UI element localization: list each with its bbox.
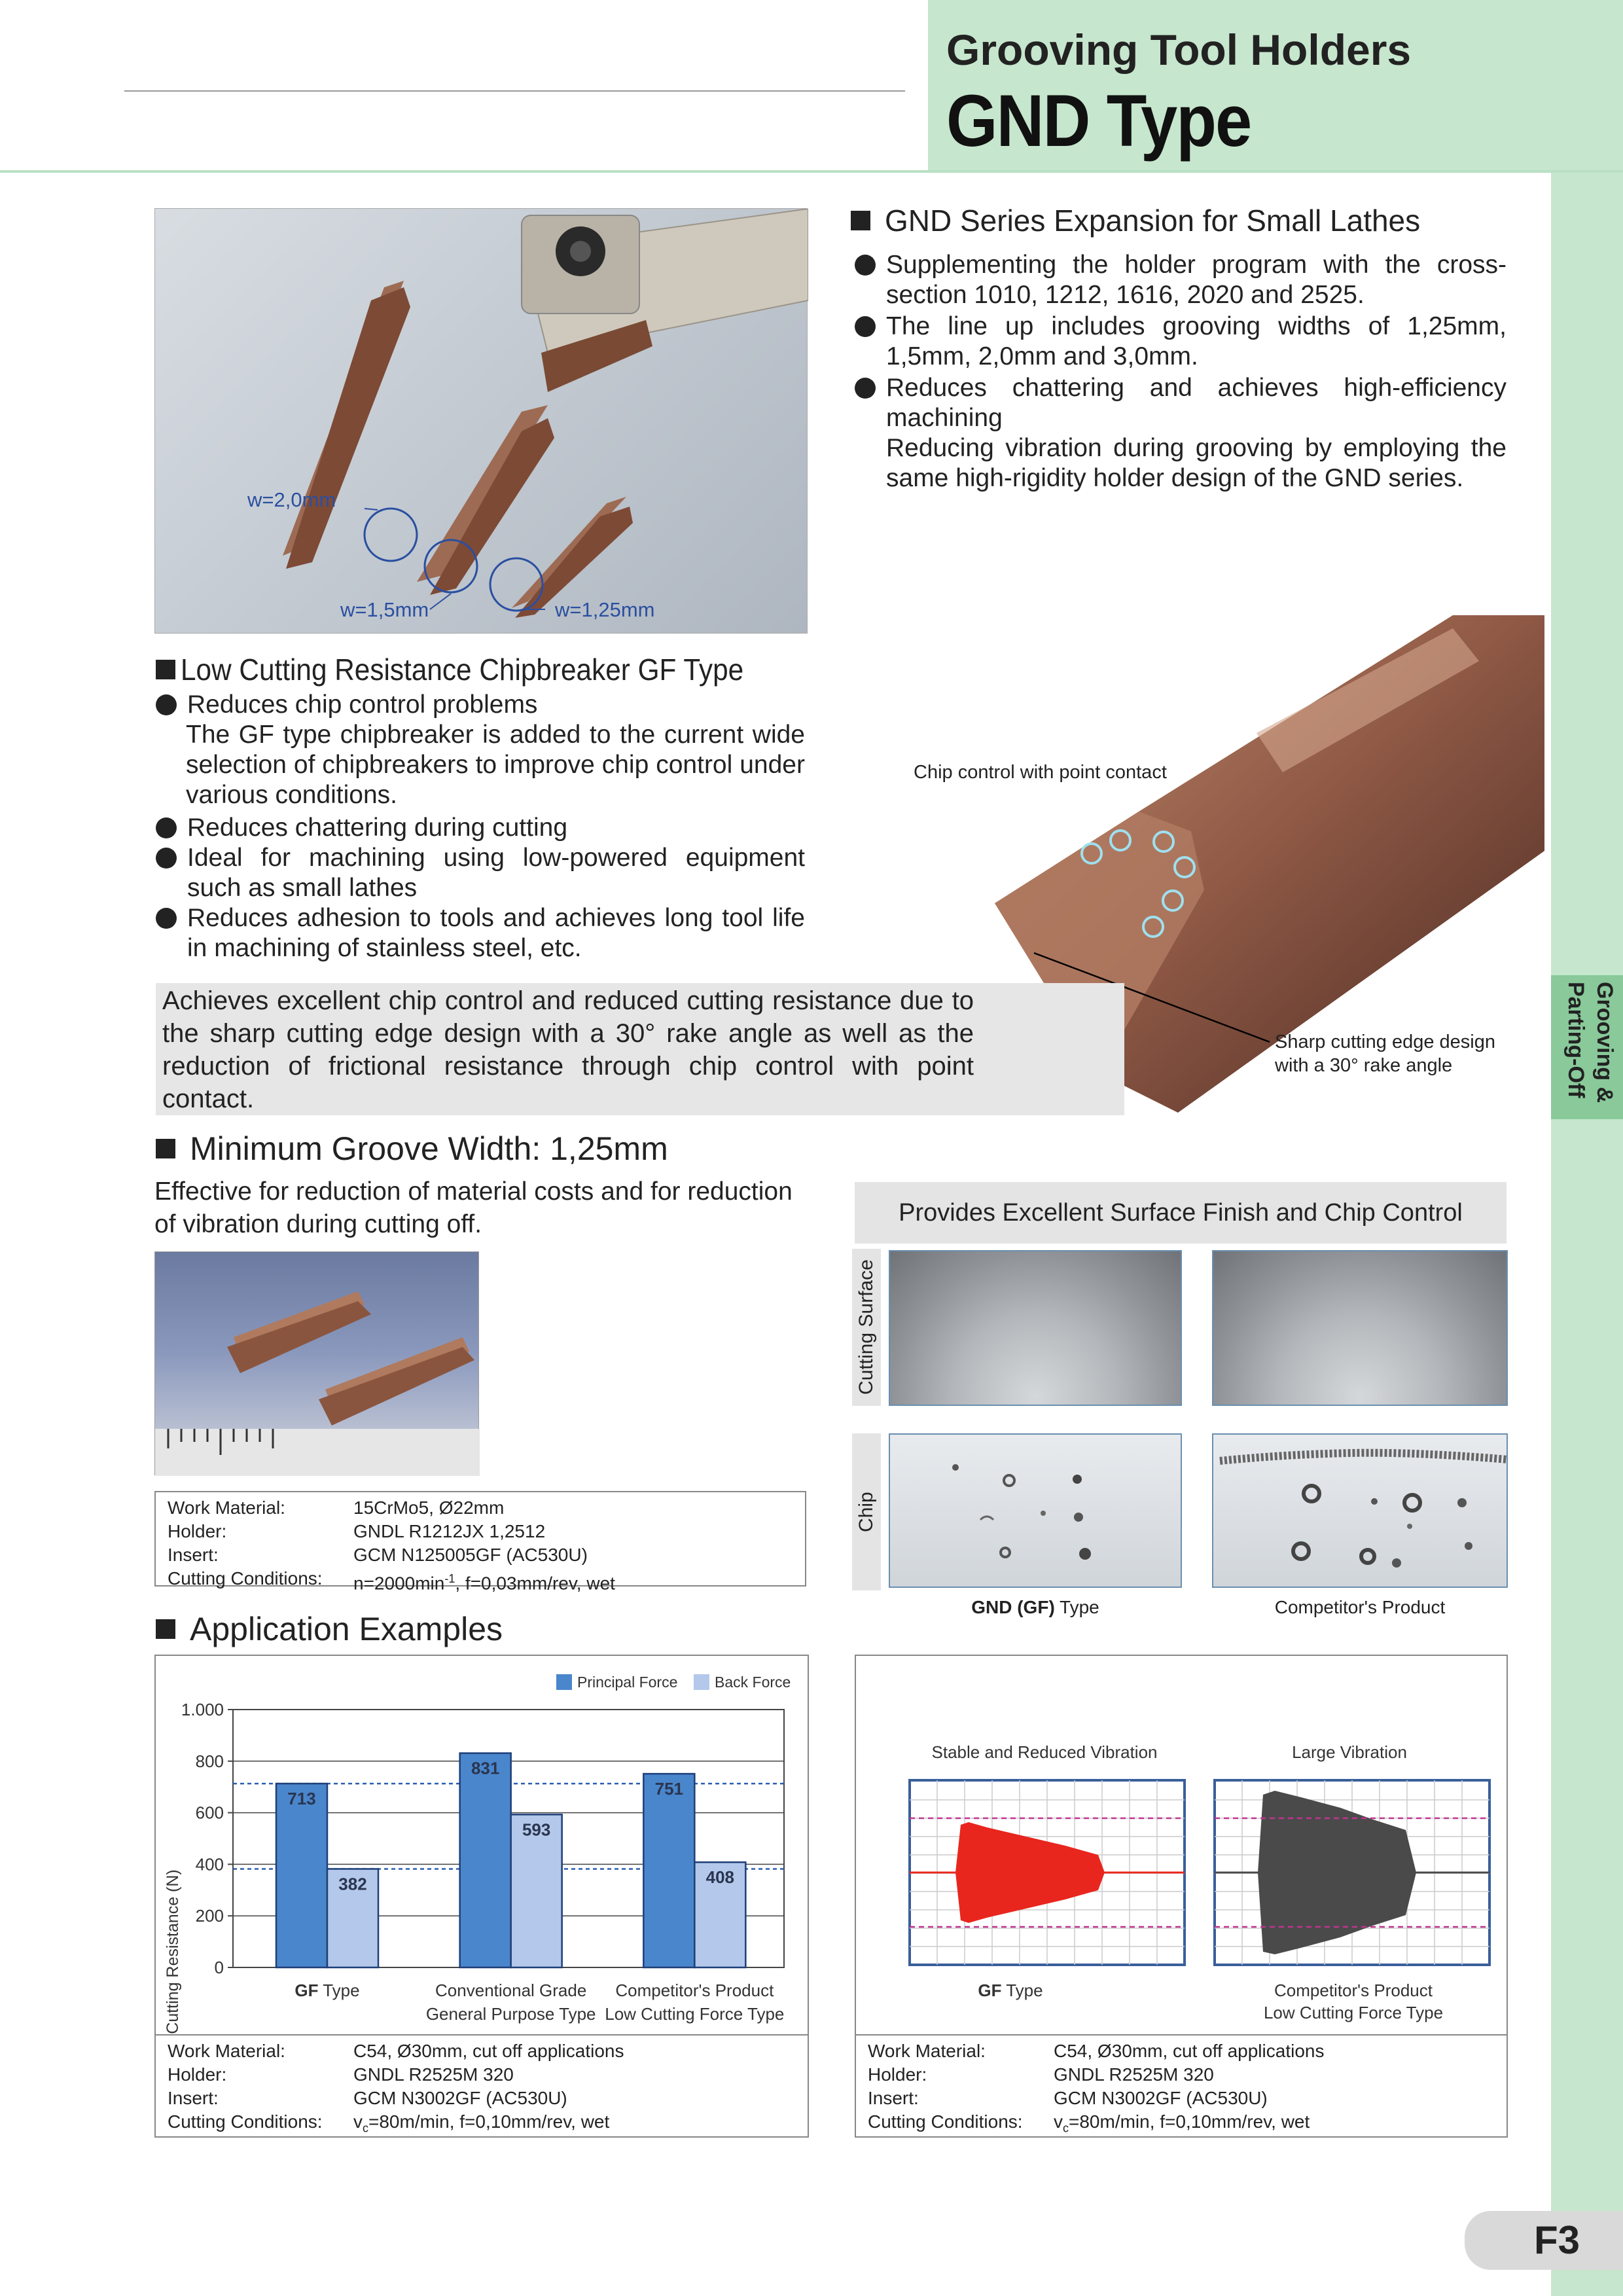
vibration-right-caption-1: Competitor's Product: [1274, 1981, 1433, 2000]
min-groove-title-text: Minimum Groove Width: 1,25mm: [190, 1130, 668, 1167]
vibration-left-caption-bold: GF: [978, 1981, 1002, 2000]
surface-col1-caption-rest: Type: [1054, 1597, 1099, 1617]
legend-swatch-principal: [556, 1674, 572, 1690]
surface-image-competitor: [1212, 1250, 1508, 1406]
section-square-icon: [156, 660, 175, 679]
list-item-text: Reduces adhesion to tools and achieves long tool life in machining of stainless steel, etc.: [187, 904, 805, 962]
y-tick-label: 400: [195, 1854, 224, 1874]
expansion-title-text: GND Series Expansion for Small Lathes: [885, 204, 1421, 238]
condition-value-main: n=2000min: [353, 1573, 445, 1594]
category-label: [615, 1981, 774, 2000]
bar: [276, 1784, 327, 1967]
surface-panel-row1-label: Cutting Surface: [855, 1259, 877, 1395]
bar: [643, 1774, 694, 1967]
side-strip: [1551, 173, 1623, 2296]
bullet-icon: [855, 378, 876, 399]
category-label-line2: Low Cutting Force Type: [605, 2004, 785, 2024]
condition-value-subscript: c: [363, 2121, 368, 2135]
condition-value-rest: =80m/min, f=0,10mm/rev, wet: [1069, 2111, 1310, 2132]
condition-row: [168, 1543, 793, 1567]
page-number: F3: [1465, 2211, 1623, 2270]
y-tick-label: 600: [195, 1803, 224, 1823]
condition-row: [168, 1567, 793, 1595]
condition-key: Cutting Conditions:: [868, 2111, 1023, 2132]
condition-value: GCM N125005GF (AC530U): [353, 1545, 588, 1565]
category-label: [294, 1981, 359, 2000]
condition-row: [168, 2063, 796, 2087]
condition-value: [1054, 2110, 1310, 2140]
application-title: [156, 1610, 503, 1648]
chipbreaker-title-text: Low Cutting Resistance Chipbreaker GF Type: [181, 653, 744, 687]
vibration-chart-svg: [856, 1656, 1507, 2034]
bullet-icon: [855, 316, 876, 337]
bar: [460, 1753, 511, 1967]
side-tab-label[interactable]: Grooving & Parting-Off: [1563, 982, 1617, 1103]
label-w15: w=1,5mm: [340, 598, 429, 621]
list-item-text: Reduces chattering during cutting: [187, 814, 568, 842]
callout-point-contact: Chip control with point contact: [914, 762, 1167, 783]
condition-row: [168, 1496, 793, 1520]
list-item-text: Ideal for machining using low-powered equipment such as small lathes: [187, 844, 805, 902]
bullet-icon: [156, 848, 177, 869]
condition-value: GCM N3002GF (AC530U): [353, 2088, 567, 2108]
narrow-inserts-graphic: [155, 1252, 480, 1476]
list-item-text: The line up includes grooving widths of 1,25mm, 1,5mm, 2,0mm and 3,0mm.: [886, 312, 1507, 370]
condition-value: C54, Ø30mm, cut off applications: [353, 2041, 624, 2061]
list-item: [156, 903, 805, 963]
y-tick-label: 800: [195, 1751, 224, 1771]
legend: [556, 1674, 791, 1691]
condition-row: [868, 2110, 1495, 2140]
chipbreaker-summary: Achieves excellent chip control and reduced cutting resistance due to the sharp cutting edge design with a 30° rake angle as well as the reduction of frictional resistance through chip control with point contact.: [156, 983, 1124, 1115]
callout-rake-angle: with a 30° rake angle: [1275, 1055, 1453, 1076]
list-item-text: Reduces chattering and achieves high-efficiency machining: [886, 374, 1507, 432]
y-tick-label: 0: [214, 1958, 224, 1977]
condition-value: GNDL R2525M 320: [353, 2064, 514, 2085]
condition-value: GNDL R1212JX 1,2512: [353, 1521, 546, 1541]
surface-col1-caption-bold: GND (GF): [971, 1597, 1055, 1617]
product-photo-inserts: [154, 208, 808, 634]
chip-image-competitor: [1212, 1433, 1508, 1588]
bullet-icon: [855, 255, 876, 276]
application-conditions-right: [855, 2034, 1508, 2138]
condition-value-rest: =80m/min, f=0,10mm/rev, wet: [368, 2111, 610, 2132]
surface-panel-title: Provides Excellent Surface Finish and Chip Control: [855, 1182, 1507, 1244]
surface-image-gf: [889, 1250, 1182, 1406]
bullet-icon: [156, 908, 177, 929]
condition-key: Insert:: [168, 1545, 219, 1565]
category-label-line2: General Purpose Type: [425, 2004, 596, 2024]
condition-row: [168, 2087, 796, 2110]
section-square-icon: [156, 1619, 175, 1639]
condition-value: [353, 2110, 609, 2140]
bar-value-label: 382: [338, 1874, 367, 1894]
list-item-subtext: Reducing vibration during grooving by employing the same high-rigidity holder design of the GND series.: [886, 434, 1507, 492]
condition-row: [168, 2110, 796, 2140]
narrow-inserts-photo: [154, 1251, 479, 1475]
category-label-rest: Type: [318, 1981, 360, 2000]
vibration-right-plot: [1215, 1780, 1489, 1965]
condition-value-superscript: -1: [444, 1572, 455, 1585]
condition-value-main: v: [1054, 2111, 1063, 2132]
condition-key: Work Material:: [168, 1498, 285, 1518]
condition-key: Insert:: [868, 2088, 919, 2108]
condition-key: Insert:: [168, 2088, 219, 2108]
page-title: Grooving Tool Holders: [946, 26, 1412, 74]
y-tick-label: 1.000: [181, 1700, 224, 1719]
list-item-text: Supplementing the holder program with the cross-section 1010, 1212, 1616, 2020 and 2525.: [886, 251, 1507, 309]
condition-row: [868, 2087, 1495, 2110]
legend-label-principal: Principal Force: [577, 1674, 678, 1691]
bullet-icon: [156, 817, 177, 838]
header-rule: [124, 90, 905, 92]
legend-swatch-back: [694, 1674, 709, 1690]
section-square-icon: [851, 211, 870, 230]
condition-key: Holder:: [868, 2064, 927, 2085]
surface-col2-caption: Competitor's Product: [1274, 1597, 1446, 1617]
legend-label-back: Back Force: [715, 1674, 791, 1691]
vibration-right-caption-2: Low Cutting Force Type: [1263, 2003, 1444, 2022]
category-label-rest: Conventional Grade: [435, 1981, 587, 2000]
list-item: [156, 813, 805, 843]
page-subtitle: GND Type: [946, 80, 1251, 162]
cutting-resistance-chart: [154, 1655, 809, 2036]
condition-key: Holder:: [168, 1521, 227, 1541]
callout-sharp-edge: Sharp cutting edge design: [1275, 1031, 1495, 1052]
bar-value-label: 713: [287, 1789, 316, 1809]
condition-value-subscript: c: [1063, 2121, 1069, 2135]
section-square-icon: [156, 1139, 175, 1158]
condition-key: Cutting Conditions:: [168, 1568, 323, 1588]
chips-gf-graphic: [890, 1435, 1183, 1589]
chipbreaker-list: [156, 690, 805, 963]
bullet-icon: [156, 694, 177, 715]
condition-value-main: v: [353, 2111, 363, 2132]
condition-row: [868, 2039, 1495, 2063]
surface-panel-row2-label: Chip: [855, 1492, 877, 1532]
min-groove-conditions: [154, 1491, 806, 1594]
category-label-rest: Competitor's Product: [615, 1981, 774, 2000]
min-groove-title: [156, 1130, 668, 1168]
application-title-text: Application Examples: [190, 1611, 503, 1647]
bar-layer: [181, 1700, 784, 2024]
bar-value-label: 593: [522, 1820, 551, 1840]
bar-value-label: 751: [654, 1779, 684, 1799]
category-label-bold: GF: [294, 1981, 319, 2000]
expansion-title: [851, 203, 1420, 238]
list-item: [156, 843, 805, 903]
y-axis-label: Cutting Resistance (N): [164, 1869, 182, 2034]
vibration-left-caption-rest: Type: [1001, 1981, 1043, 2000]
vibration-right-title: Large Vibration: [1292, 1742, 1407, 1762]
chips-competitor-graphic: [1213, 1435, 1509, 1589]
condition-row: [868, 2063, 1495, 2087]
condition-key: Cutting Conditions:: [168, 2111, 323, 2132]
list-item: [156, 690, 805, 720]
bar-value-label: 831: [471, 1758, 500, 1778]
min-groove-text: Effective for reduction of material costs and for reduction of vibration during cutting off.: [154, 1177, 793, 1238]
list-item-subtext: The GF type chipbreaker is added to the current wide selection of chipbreakers to improve chip control under various conditions.: [186, 721, 805, 809]
vibration-left-plot: [910, 1780, 1185, 1965]
list-item: [855, 373, 1507, 433]
vibration-left-caption: [978, 1981, 1043, 2000]
category-label: [435, 1981, 586, 2000]
condition-row: [168, 1520, 793, 1543]
condition-row: [168, 2039, 796, 2063]
label-w20: w=2,0mm: [247, 488, 336, 511]
condition-value: C54, Ø30mm, cut off applications: [1054, 2041, 1325, 2061]
list-item-text: Reduces chip control problems: [187, 691, 538, 719]
condition-value-rest: , f=0,03mm/rev, wet: [455, 1573, 615, 1594]
bar-value-label: 408: [705, 1867, 735, 1888]
condition-value: [353, 1567, 615, 1595]
list-item: [855, 312, 1507, 372]
chip-image-gf: [889, 1433, 1182, 1588]
header-green-rule: [0, 170, 1623, 173]
application-conditions-left: [154, 2034, 809, 2138]
label-w125: w=1,25mm: [555, 598, 655, 621]
vibration-chart: [855, 1655, 1508, 2036]
cutting-resistance-chart-svg: [156, 1656, 808, 2034]
condition-key: Holder:: [168, 2064, 227, 2085]
surface-col1-caption: [889, 1597, 1182, 1618]
condition-value: 15CrMo5, Ø22mm: [353, 1498, 505, 1518]
condition-key: Work Material:: [868, 2041, 986, 2061]
condition-value: GCM N3002GF (AC530U): [1054, 2088, 1268, 2108]
expansion-list: [855, 250, 1507, 493]
vibration-left-title: Stable and Reduced Vibration: [931, 1742, 1158, 1762]
list-item: [855, 250, 1507, 310]
y-tick-label: 200: [195, 1906, 224, 1926]
inserts-illustration: [155, 209, 808, 634]
condition-value: GNDL R2525M 320: [1054, 2064, 1214, 2085]
chipbreaker-title: [156, 652, 793, 687]
condition-key: Work Material:: [168, 2041, 285, 2061]
